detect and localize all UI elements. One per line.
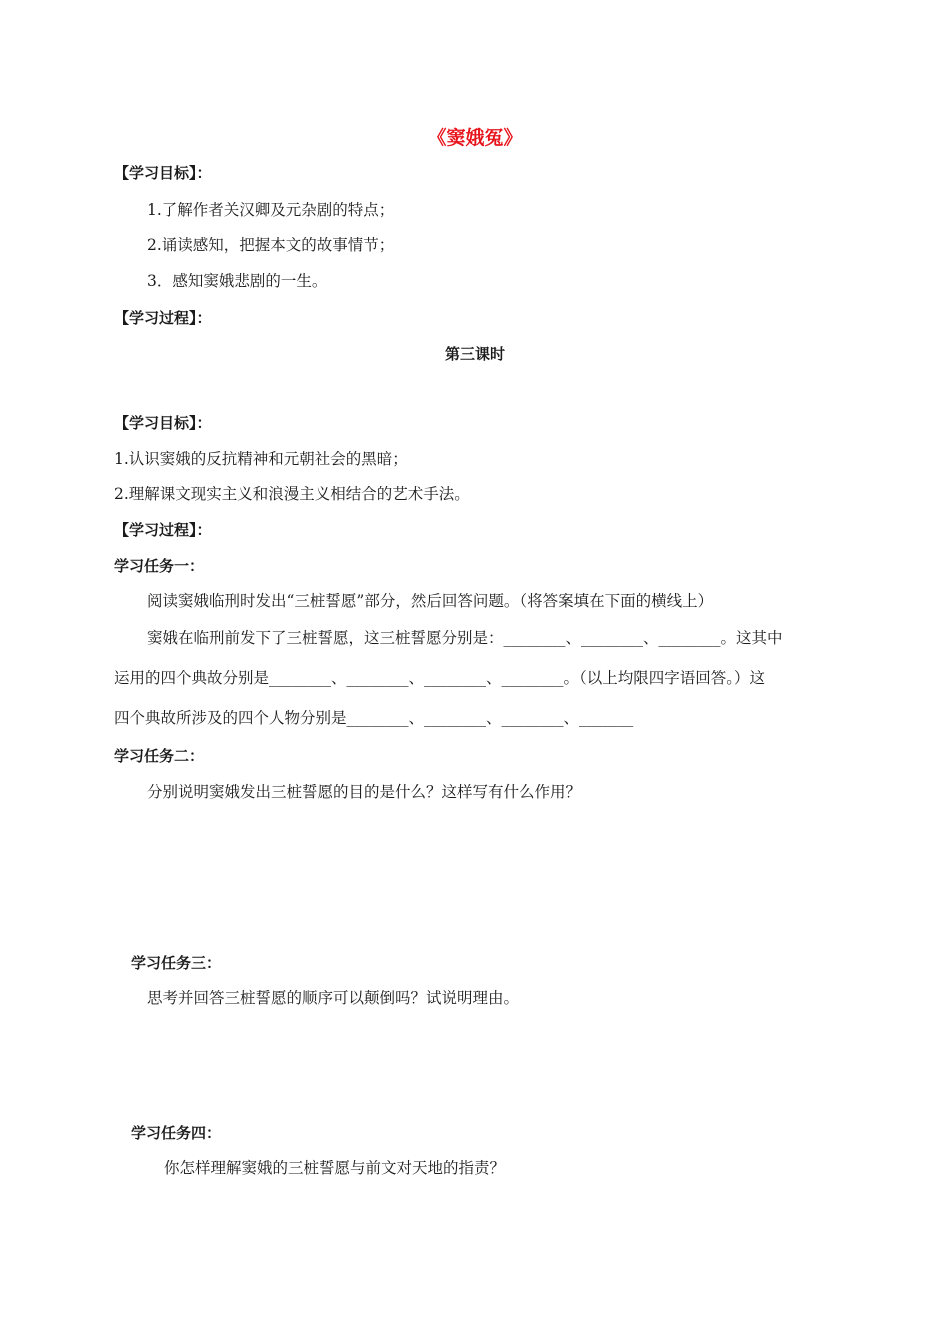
- task2-question: 分别说明窦娥发出三桩誓愿的目的是什么？这样写有什么作用？: [147, 783, 582, 801]
- task1-fill-line-2: 运用的四个典故分别是________、________、________、________。（以上均限四字语回答。）这: [114, 669, 766, 687]
- objective-item: 2.诵读感知，把握本文的故事情节；: [147, 236, 395, 254]
- task1-fill-line-3: 四个典故所涉及的四个人物分别是________、________、________、_______: [114, 709, 634, 727]
- objective-item: 2.理解课文现实主义和浪漫主义相结合的艺术手法。: [114, 485, 470, 503]
- task4-heading: 学习任务四：: [131, 1124, 222, 1142]
- document-title: 《窦娥冤》: [427, 127, 523, 149]
- objectives-heading-2: 【学习目标】：: [114, 414, 212, 432]
- objective-item: 1.认识窦娥的反抗精神和元朝社会的黑暗；: [114, 450, 408, 468]
- task3-heading: 学习任务三：: [131, 954, 222, 972]
- objectives-heading-1: 【学习目标】：: [114, 164, 212, 182]
- task1-intro: 阅读窦娥临刑时发出“三桩誓愿”部分，然后回答问题。（将答案填在下面的横线上）: [147, 592, 714, 610]
- objective-item: 3．感知窦娥悲剧的一生。: [147, 272, 328, 290]
- task1-heading: 学习任务一：: [114, 557, 205, 575]
- objective-item: 1.了解作者关汉卿及元杂剧的特点；: [147, 201, 395, 219]
- process-heading-2: 【学习过程】：: [114, 521, 212, 539]
- process-heading-1: 【学习过程】：: [114, 309, 212, 327]
- task3-question: 思考并回答三桩誓愿的顺序可以颠倒吗？试说明理由。: [147, 989, 520, 1007]
- task2-heading: 学习任务二：: [114, 747, 205, 765]
- task1-fill-line-1: 窦娥在临刑前发下了三桩誓愿，这三桩誓愿分别是：________、________、________。这其中: [147, 629, 783, 647]
- lesson-title: 第三课时: [444, 345, 505, 363]
- task4-question: 你怎样理解窦娥的三桩誓愿与前文对天地的指责？: [164, 1159, 506, 1177]
